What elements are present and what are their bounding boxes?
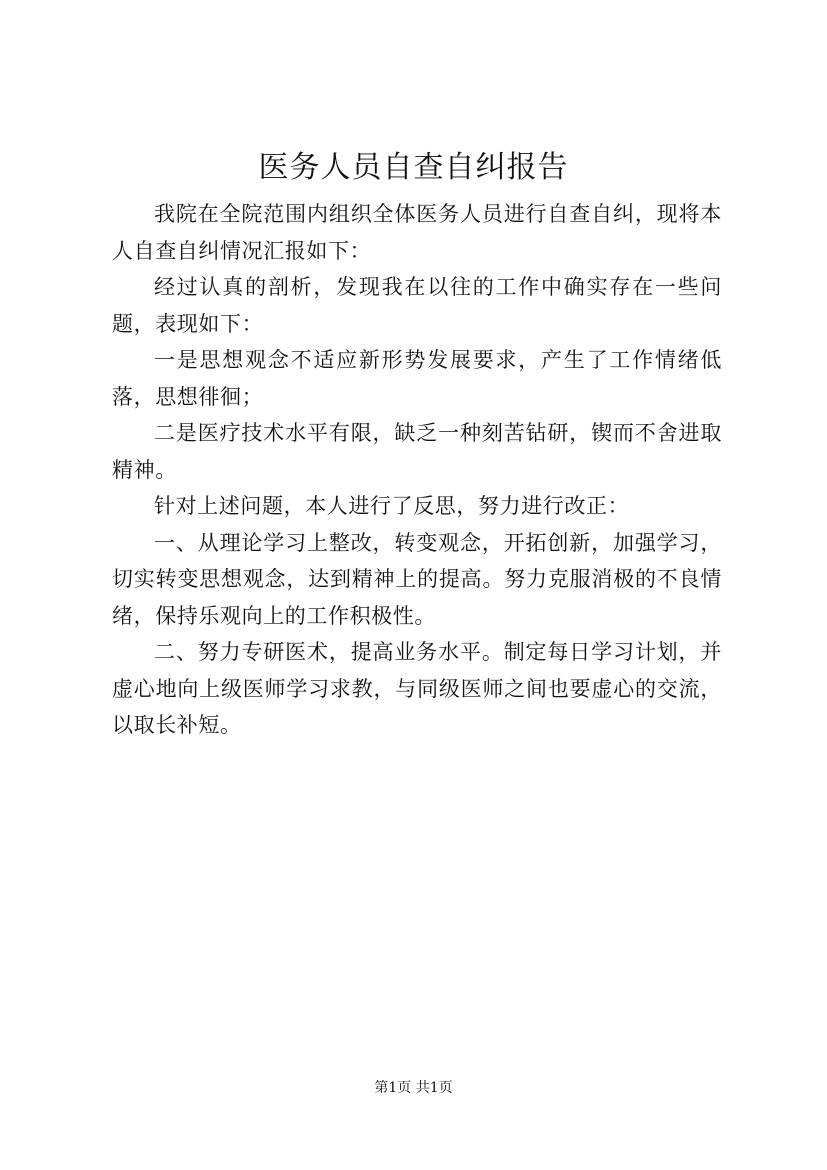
document-body [112,196,722,744]
paragraph-measure-2: 二、努力专研医术，提高业务水平。制定每日学习计划，并虚心地向上级医师学习求教，与同级医师之间也要虚心的交流，以取长补短。 [112,640,722,737]
paragraph-problem-1: 一是思想观念不适应新形势发展要求，产生了工作情绪低落，思想徘徊； [112,348,722,409]
paragraph-analysis: 经过认真的剖析，发现我在以往的工作中确实存在一些问题，表现如下： [112,275,722,336]
page-number-footer: 第1页 共1页 [374,1080,453,1096]
paragraph-reflection: 针对上述问题，本人进行了反思，努力进行改正： [154,494,630,518]
paragraph-problem-2: 二是医疗技术水平有限，缺乏一种刻苦钻研，锲而不舍进取精神。 [112,421,722,482]
paragraph-intro: 我院在全院范围内组织全体医务人员进行自查自纠，现将本人自查自纠情况汇报如下： [112,202,722,263]
paragraph-measure-1: 一、从理论学习上整改，转变观念，开拓创新，加强学习，切实转变思想观念，达到精神上的提高。努力克服消极的不良情绪，保持乐观向上的工作积极性。 [112,530,722,628]
document-title: 医务人员自查自纠报告 [258,150,569,185]
